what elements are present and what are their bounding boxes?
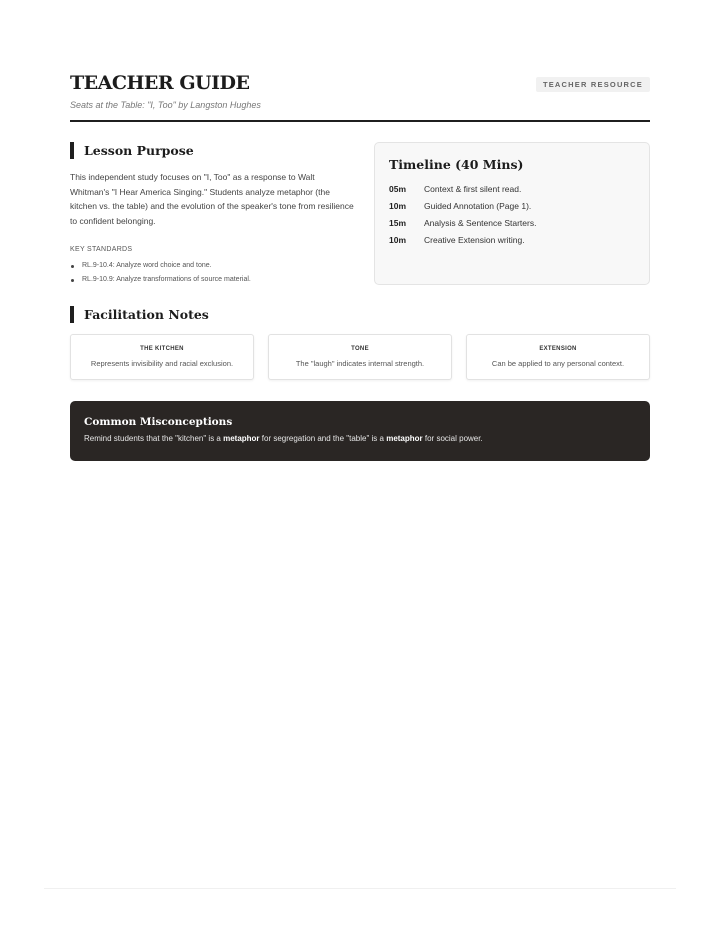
standard-item: RL.9-10.4: Analyze word choice and tone. bbox=[70, 259, 251, 273]
page-header bbox=[70, 70, 650, 122]
timeline-duration: 10m bbox=[389, 201, 407, 211]
misconceptions-bold-term: metaphor bbox=[386, 434, 423, 443]
misconceptions-text-part: for social power. bbox=[422, 434, 483, 443]
misconceptions-callout bbox=[70, 401, 650, 461]
timeline-title: Timeline (40 Mins) bbox=[389, 157, 524, 172]
standard-item: RL.9-10.9: Analyze transformations of source material. bbox=[70, 273, 251, 287]
standards-list bbox=[70, 259, 251, 287]
note-card-kitchen bbox=[70, 334, 254, 380]
timeline-activity: Analysis & Sentence Starters. bbox=[424, 218, 537, 228]
timeline-duration: 15m bbox=[389, 218, 407, 228]
note-card-extension bbox=[466, 334, 650, 380]
note-label: TONE bbox=[351, 346, 369, 352]
timeline-row bbox=[389, 181, 639, 198]
timeline-activity: Context & first silent read. bbox=[424, 184, 522, 194]
facilitation-notes-heading: Facilitation Notes bbox=[70, 306, 209, 323]
timeline-duration: 10m bbox=[389, 235, 407, 245]
timeline-duration: 05m bbox=[389, 184, 407, 194]
key-standards-label: KEY STANDARDS bbox=[70, 246, 133, 253]
misconceptions-text-part: Remind students that the "kitchen" is a bbox=[84, 434, 224, 443]
misconceptions-title: Common Misconceptions bbox=[84, 416, 233, 428]
timeline-row bbox=[389, 215, 639, 232]
timeline-card bbox=[374, 142, 650, 285]
note-text: Can be applied to any personal context. bbox=[491, 359, 625, 368]
timeline-row bbox=[389, 232, 639, 249]
misconceptions-text-part: for segregation and the "table" is a bbox=[259, 434, 387, 443]
timeline-list bbox=[389, 181, 639, 249]
note-label: THE KITCHEN bbox=[140, 346, 184, 352]
lesson-purpose-heading: Lesson Purpose bbox=[70, 142, 194, 159]
note-label: EXTENSION bbox=[539, 346, 577, 352]
teacher-guide-page bbox=[70, 70, 650, 443]
misconceptions-bold-term: metaphor bbox=[223, 434, 260, 443]
note-card-tone bbox=[268, 334, 452, 380]
lesson-purpose-text: This independent study focuses on "I, Too" as a response to Walt Whitman's "I Hear America Singing." Students analyze metaphor (the kitchen vs. the table) and the evolution of the speaker's tone from resilience to confident belonging. bbox=[70, 172, 354, 226]
resource-badge: TEACHER RESOURCE bbox=[536, 77, 650, 92]
timeline-activity: Guided Annotation (Page 1). bbox=[424, 201, 532, 211]
footer-divider bbox=[44, 888, 676, 889]
note-text: The "laugh" indicates internal strength. bbox=[295, 359, 425, 368]
page-title: TEACHER GUIDE bbox=[70, 72, 250, 94]
page-subtitle: Seats at the Table: "I, Too" by Langston Hughes bbox=[70, 100, 261, 110]
timeline-activity: Creative Extension writing. bbox=[424, 235, 525, 245]
note-text: Represents invisibility and racial exclusion. bbox=[90, 359, 234, 368]
misconceptions-text bbox=[84, 434, 483, 443]
timeline-row bbox=[389, 198, 639, 215]
